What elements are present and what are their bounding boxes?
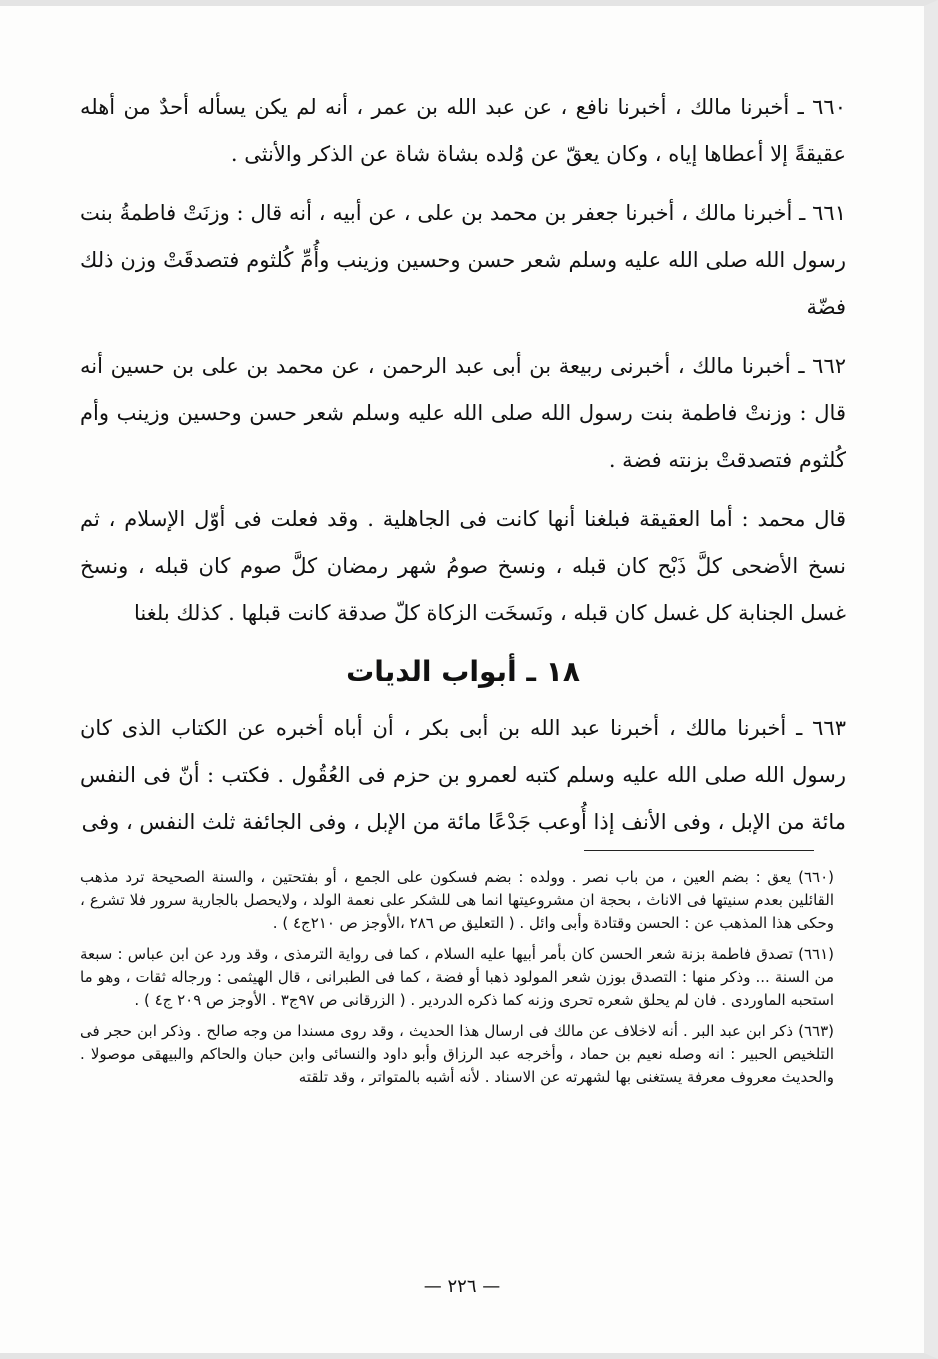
paragraph-663: ٦٦٣ ـ أخبرنا مالك ، أخبرنا عبد الله بن أبى بكر ، أن أباه أخبره عن الكتاب الذى كان رسول الله صلى الله عليه وسلم كتبه لعمرو بن حزم فى العُقُول . فكتب : أنّ فى النفس مائة من الإبل ، وفى الأنف إذا أُوعب جَدْعًا مائة من الإبل ، وفى الجائفة ثلث النفس ، وفى <box>80 716 846 834</box>
paragraph-commentary: قال محمد : أما العقيقة فبلغنا أنها كانت فى الجاهلية . وقد فعلت فى أوّل الإسلام ، ثم نسخ الأضحى كلَّ ذَبْح كان قبله ، ونسخ صومُ شهر رمضان كلَّ صوم كان قبله ، ونسخ غسل الجنابة كل غسل كان قبله ، ونَسخَت الزكاة كلّ صدقة كانت قبلها . كذلك بلغنا <box>80 507 846 625</box>
section-heading: ١٨ ـ أبواب الديات <box>346 655 580 688</box>
footnote-divider <box>584 850 814 851</box>
page-number: — ٢٢٦ — <box>423 1276 501 1297</box>
paragraph-662: ٦٦٢ ـ أخبرنا مالك ، أخبرنى ربيعة بن أبى عبد الرحمن ، عن محمد بن على بن حسين أنه قال : وزنتْ فاطمة بنت رسول الله صلى الله عليه وسلم شعر حسن وحسين وزينب وأم كُلثوم فتصدقتْ بزنته فضة . <box>80 354 847 472</box>
paragraph-661: ٦٦١ ـ أخبرنا مالك ، أخبرنا جعفر بن محمد بن على ، عن أبيه ، أنه قال : وزنَتْ فاطمةُ بنت رسول الله صلى الله عليه وسلم شعر حسن وحسين وزينب وأُمِّ كُلثوم فتصدقَتْ وزن ذلك فضّة <box>80 201 846 319</box>
footnote-660: (٦٦٠) يعق : بضم العين ، من باب نصر . وولده : بضم فسكون على الجمع ، أو بفتحتين ، والسنة الصحيحة ترد مذهب القائلين بعدم سنيتها فى الاناث ، بحجة ان مشروعيتها انما هى للشكر على نعمة الولد ، ولايحصل بالجارية سرور فلا تشرع ، وحكى هذا المذهب عن : الحسن وقتادة وأبى وائل . ( التعليق ص ٢٨٦ ،الأوجز ص ٢١٠ج٤ ) . <box>80 868 834 932</box>
footnote-661: (٦٦١) تصدق فاطمة بزنة شعر الحسن كان بأمر أبيها عليه السلام ، كما فى رواية الترمذى ، وقد ورد عن ابن عباس : سبعة من السنة ... وذكر منها : التصدق بوزن شعر المولود ذهبا أو فضة ، كما فى الطبرانى ، قال الهيثمى : ورجاله ثقات ، وهو ما استحبه الماوردى . فان لم يحلق شعره تحرى وزنه كما ذكره الدردير . ( الزرقانى ص ٩٧ج٣ . الأوجز ص ٢٠٩ ج٤ ) . <box>80 945 834 1009</box>
main-text <box>80 84 846 858</box>
footnotes <box>80 866 834 1097</box>
paragraph-660: ٦٦٠ ـ أخبرنا مالك ، أخبرنا نافع ، عن عبد الله بن عمر ، أنه لم يكن يسأله أحدٌ من أهله عقيقةً إلا أعطاها إياه ، وكان يعقّ عن وُلده بشاة شاة عن الذكر والأنثى . <box>80 95 846 166</box>
footnote-663: (٦٦٣) ذكر ابن عبد البر . أنه لاخلاف عن مالك فى ارسال هذا الحديث ، وقد روى مسندا من وجه صالح . وذكر ابن حجر فى التلخيص الحبير : انه وصله نعيم بن حماد ، وأخرجه عبد الرزاق وأبو داود والنسائى وابن حبان والحاكم والبيهقى موصولا . والحديث معروف معرفة يستغنى بها لشهرته عن الاسناد . لأنه أشبه بالمتواتر ، وقد تلقته <box>80 1022 834 1086</box>
